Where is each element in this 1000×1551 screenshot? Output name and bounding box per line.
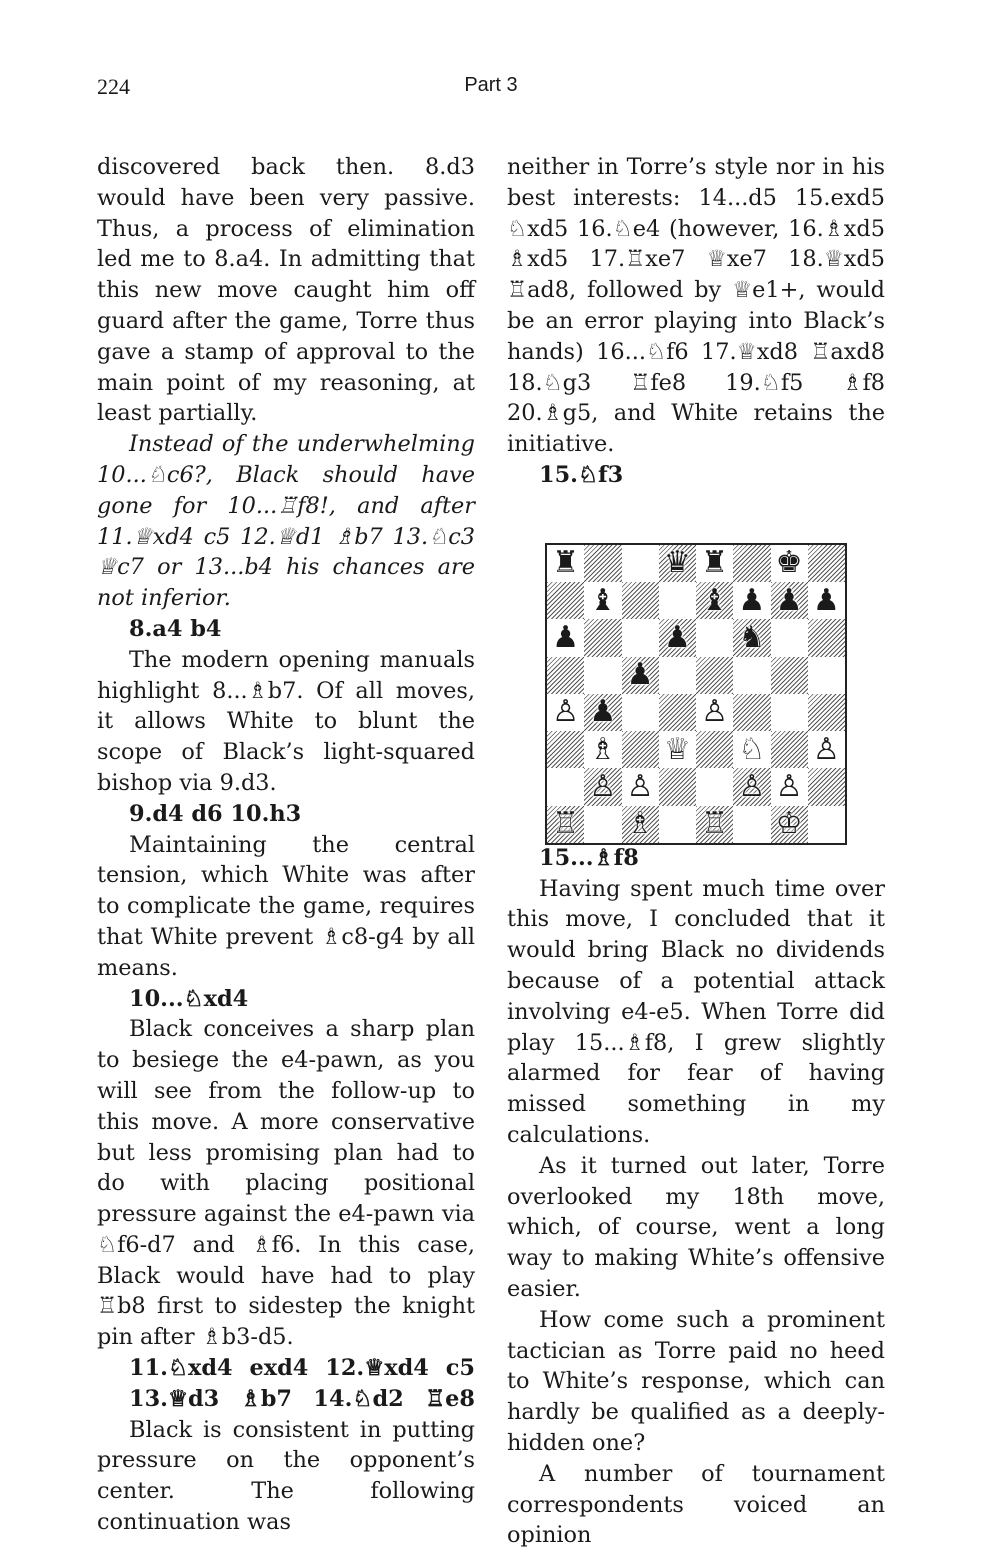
move-line: 9.d4 d6 10.h3 [129,800,302,827]
square-g3 [771,731,808,768]
chess-piece: ♜ [552,545,580,581]
square-e2 [696,768,733,805]
square-d6 [659,619,696,656]
chess-piece: ♟ [552,619,580,655]
square-f6 [733,619,770,656]
paragraph: Instead of the underwhelming 10...♘c6?, Black should have gone for 10...♖f8!, and after 11.♕xd4 c5 12.♕d1 ♗b7 13.♘c3 ♕c7 or 13...b4 his chances are not inferior. [97,431,475,612]
chess-piece: ♙ [626,768,654,804]
chess-piece: ♟ [626,657,654,693]
square-h5 [808,657,845,694]
square-a4 [547,694,584,731]
square-d3 [659,731,696,768]
square-h4 [808,694,845,731]
chess-piece: ♕ [663,731,691,767]
square-d4 [659,694,696,731]
square-g4 [771,694,808,731]
square-e3 [696,731,733,768]
square-e4 [696,694,733,731]
square-c8 [622,545,659,582]
chess-diagram [507,503,885,842]
square-e6 [696,619,733,656]
square-c3 [622,731,659,768]
chess-piece: ♖ [552,806,580,842]
chess-piece: ♟ [738,582,766,618]
paragraph: discovered back then. 8.d3 would have been very passive. Thus, a process of elimination led me to 8.a4. In admitting that this new move caught him off guard after the game, Torre thus gave a stamp of approval to the main point of my reasoning, at least partially. [97,154,475,427]
paragraph: neither in Torre’s style nor in his best interests: 14...d5 15.exd5 ♘xd5 16.♘e4 (however, 16.♗xd5 ♗xd5 17.♖xe7 ♕xe7 18.♕xd5 ♖ad8, followed by ♕e1+, would be an error playing into Black’s hands) 16...♘f6 17.♕xd8 ♖axd8 18.♘g3 ♖fe8 19.♘f5 ♗f8 20.♗g5, and White retains the initiative. [507,154,885,458]
move-line: 11.♘xd4 exd4 12.♕xd4 c5 13.♕d3 ♗b7 14.♘d2 ♖e8 [129,1355,475,1412]
square-b5 [584,657,621,694]
square-b3 [584,731,621,768]
chess-piece: ♙ [552,694,580,730]
square-b6 [584,619,621,656]
square-f4 [733,694,770,731]
square-b1 [584,806,621,843]
chess-piece: ♖ [701,806,729,842]
square-f8 [733,545,770,582]
square-g7 [771,582,808,619]
square-g2 [771,768,808,805]
square-a1 [547,806,584,843]
square-c4 [622,694,659,731]
square-a6 [547,619,584,656]
square-g1 [771,806,808,843]
square-e1 [696,806,733,843]
square-f3 [733,731,770,768]
right-column [507,152,885,1551]
chess-piece: ♘ [738,731,766,767]
paragraph: The modern opening manuals highlight 8...♗b7. Of all moves, it allows White to blunt the scope of Black’s light-squared bishop via 9.d3. [97,646,475,796]
paragraph: Black conceives a sharp plan to besiege the e4-pawn, as you will see from the follow-up to this move. A more conservative but less promising plan had to do with placing positional pressure against the e4-pawn via ♘f6-d7 and ♗f6. In this case, Black would have had to play ♖b8 first to sidestep the knight pin after ♗b3-d5. [97,1016,475,1351]
square-g8 [771,545,808,582]
square-c2 [622,768,659,805]
square-c1 [622,806,659,843]
paragraph: Black is consistent in putting pressure on the opponent’s center. The following continuation was [97,1416,475,1536]
chess-piece: ♙ [738,768,766,804]
chess-piece: ♝ [589,582,617,618]
chess-piece: ♗ [589,731,617,767]
square-h8 [808,545,845,582]
move-line: 15...♗f8 [539,844,639,871]
square-c5 [622,657,659,694]
chess-piece: ♛ [663,545,691,581]
paragraph: How come such a prominent tactician as Torre paid no heed to White’s response, which can hardly be qualified as a deeply-hidden one? [507,1306,885,1456]
chess-piece: ♜ [701,545,729,581]
chess-piece: ♙ [701,694,729,730]
chess-piece: ♙ [775,768,803,804]
left-column [97,152,475,1538]
square-d1 [659,806,696,843]
square-d7 [659,582,696,619]
square-g5 [771,657,808,694]
chess-piece: ♟ [589,694,617,730]
chess-board [545,543,847,845]
chess-piece: ♔ [775,806,803,842]
paragraph: Having spent much time over this move, I concluded that it would bring Black no dividends because of a potential attack involving e4-e5. When Torre did play 15...♗f8, I grew slightly alarmed for fear of having missed something in my calculations. [507,875,885,1148]
paragraph: Maintaining the central tension, which White was after to complicate the game, requires that White prevent ♗c8-g4 by all means. [97,831,475,981]
square-a5 [547,657,584,694]
chess-piece: ♟ [663,619,691,655]
square-a2 [547,768,584,805]
chess-piece: ♞ [738,619,766,655]
chess-piece: ♙ [812,731,840,767]
square-a8 [547,545,584,582]
square-d5 [659,657,696,694]
chess-piece: ♚ [775,545,803,581]
square-a7 [547,582,584,619]
square-e8 [696,545,733,582]
square-b7 [584,582,621,619]
square-f7 [733,582,770,619]
square-b8 [584,545,621,582]
square-b2 [584,768,621,805]
square-b4 [584,694,621,731]
page-header [97,74,885,108]
right-column-top [507,152,885,491]
part-title: Part 3 [464,74,518,96]
square-e5 [696,657,733,694]
square-f1 [733,806,770,843]
chess-piece: ♟ [775,582,803,618]
square-f2 [733,768,770,805]
paragraph: A number of tournament correspondents voiced an opinion [507,1460,885,1549]
chess-piece: ♙ [589,768,617,804]
square-h2 [808,768,845,805]
square-c6 [622,619,659,656]
paragraph: As it turned out later, Torre overlooked my 18th move, which, of course, went a long way to making White’s offensive easier. [507,1152,885,1302]
chess-piece: ♗ [626,806,654,842]
right-column-bottom [507,843,885,1551]
move-line: 8.a4 b4 [129,615,222,642]
move-line: 10...♘xd4 [129,985,249,1012]
square-f5 [733,657,770,694]
square-d2 [659,768,696,805]
move-line: 15.♘f3 [539,461,624,488]
square-e7 [696,582,733,619]
chess-piece: ♝ [701,582,729,618]
page-number: 224 [97,74,130,99]
square-h7 [808,582,845,619]
square-g6 [771,619,808,656]
square-h3 [808,731,845,768]
square-d8 [659,545,696,582]
square-h6 [808,619,845,656]
square-h1 [808,806,845,843]
chess-piece: ♟ [812,582,840,618]
square-a3 [547,731,584,768]
square-c7 [622,582,659,619]
